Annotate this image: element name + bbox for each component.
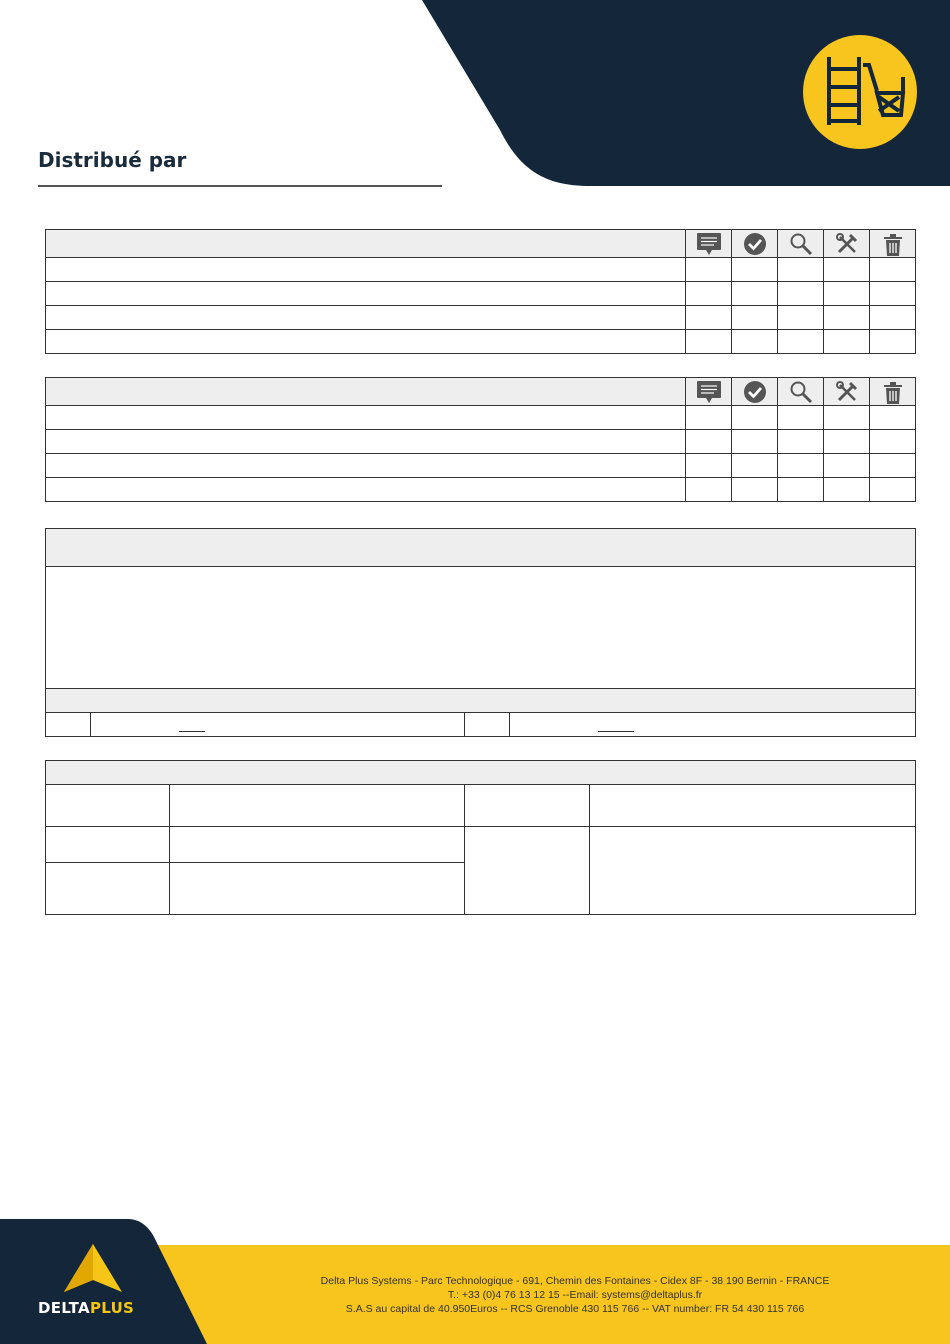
label-cell — [465, 827, 590, 915]
check-cell[interactable] — [870, 478, 916, 502]
check-cell[interactable] — [824, 478, 870, 502]
tools-icon — [824, 378, 870, 406]
check-cell[interactable] — [870, 330, 916, 354]
label-cell — [46, 863, 170, 915]
search-icon — [778, 378, 824, 406]
check-cell[interactable] — [778, 330, 824, 354]
footer-address — [290, 1274, 860, 1316]
check-cell[interactable] — [686, 282, 732, 306]
check-icon — [732, 230, 778, 258]
check-cell[interactable] — [686, 258, 732, 282]
value-cell[interactable] — [170, 827, 465, 863]
check-cell[interactable] — [732, 430, 778, 454]
header-label-cell — [46, 378, 686, 406]
result-field-1[interactable] — [91, 713, 465, 737]
value-cell[interactable] — [170, 785, 465, 827]
distributor-line — [38, 185, 442, 187]
check-cell[interactable] — [778, 454, 824, 478]
check-cell[interactable] — [778, 430, 824, 454]
check-cell[interactable] — [778, 406, 824, 430]
check-cell[interactable] — [686, 306, 732, 330]
table-row — [46, 282, 916, 306]
check-cell[interactable] — [778, 282, 824, 306]
table-row — [46, 430, 916, 454]
check-cell[interactable] — [824, 330, 870, 354]
table-row — [46, 306, 916, 330]
observations-header — [46, 529, 916, 567]
table-row — [46, 478, 916, 502]
table-header-row — [46, 230, 916, 258]
footer-line-3: S.A.S au capital de 40.950Euros -- RCS Grenoble 430 115 766 -- VAT number: FR 54 430 115 766 — [345, 1303, 805, 1315]
check-cell[interactable] — [732, 258, 778, 282]
label-cell — [46, 785, 170, 827]
check-cell[interactable] — [824, 454, 870, 478]
comment-icon — [686, 378, 732, 406]
check-cell[interactable] — [824, 430, 870, 454]
value-cell[interactable] — [170, 863, 465, 915]
table-row — [46, 406, 916, 430]
table-row — [46, 258, 916, 282]
header-label-cell — [46, 230, 686, 258]
signature-header — [46, 761, 916, 785]
brand-logo: DELTAPLUS — [38, 1299, 135, 1317]
inspection-table-1 — [45, 229, 916, 354]
check-cell[interactable] — [778, 258, 824, 282]
check-cell[interactable] — [778, 306, 824, 330]
inspection-table-2 — [45, 377, 916, 502]
table-row — [46, 330, 916, 354]
check-cell[interactable] — [732, 454, 778, 478]
signature-table — [45, 760, 916, 915]
signature-row — [46, 827, 916, 863]
check-cell[interactable] — [870, 282, 916, 306]
result-header — [46, 689, 916, 713]
result-field-2[interactable] — [510, 713, 916, 737]
check-cell[interactable] — [686, 430, 732, 454]
check-cell[interactable] — [686, 330, 732, 354]
observations-table — [45, 528, 916, 737]
distributed-by-label: Distribué par — [38, 148, 187, 172]
footer-line-1: Delta Plus Systems - Parc Technologique - 691, Chemin des Fontaines - Cidex 8F - 38 190 Bernin - FRANCE — [320, 1275, 830, 1287]
check-cell[interactable] — [870, 406, 916, 430]
check-cell[interactable] — [870, 430, 916, 454]
trash-icon — [870, 378, 916, 406]
label-cell — [46, 827, 170, 863]
result-checkbox-1[interactable] — [46, 713, 91, 737]
label-cell — [465, 785, 590, 827]
check-cell[interactable] — [732, 406, 778, 430]
trash-icon — [870, 230, 916, 258]
observations-field[interactable] — [46, 567, 916, 689]
check-cell[interactable] — [824, 306, 870, 330]
check-cell[interactable] — [870, 258, 916, 282]
check-cell[interactable] — [824, 282, 870, 306]
underline-mark — [598, 731, 634, 732]
check-cell[interactable] — [732, 306, 778, 330]
check-cell[interactable] — [686, 454, 732, 478]
check-cell[interactable] — [824, 406, 870, 430]
ladder-harness-icon — [803, 35, 917, 149]
result-row — [46, 713, 916, 737]
check-cell[interactable] — [732, 330, 778, 354]
check-cell[interactable] — [732, 478, 778, 502]
check-cell[interactable] — [686, 478, 732, 502]
comment-icon — [686, 230, 732, 258]
check-cell[interactable] — [824, 258, 870, 282]
table-header-row — [46, 378, 916, 406]
signature-box[interactable] — [590, 827, 916, 915]
footer-line-2: T.: +33 (0)4 76 13 12 15 --Email: systems@deltaplus.fr — [447, 1289, 703, 1301]
check-icon — [732, 378, 778, 406]
check-cell[interactable] — [778, 478, 824, 502]
table-row — [46, 454, 916, 478]
check-cell[interactable] — [732, 282, 778, 306]
check-cell[interactable] — [870, 306, 916, 330]
signature-row — [46, 785, 916, 827]
value-cell[interactable] — [590, 785, 916, 827]
delta-logo-icon — [62, 1242, 124, 1294]
check-cell[interactable] — [870, 454, 916, 478]
result-checkbox-2[interactable] — [465, 713, 510, 737]
underline-mark — [179, 731, 205, 732]
tools-icon — [824, 230, 870, 258]
search-icon — [778, 230, 824, 258]
check-cell[interactable] — [686, 406, 732, 430]
